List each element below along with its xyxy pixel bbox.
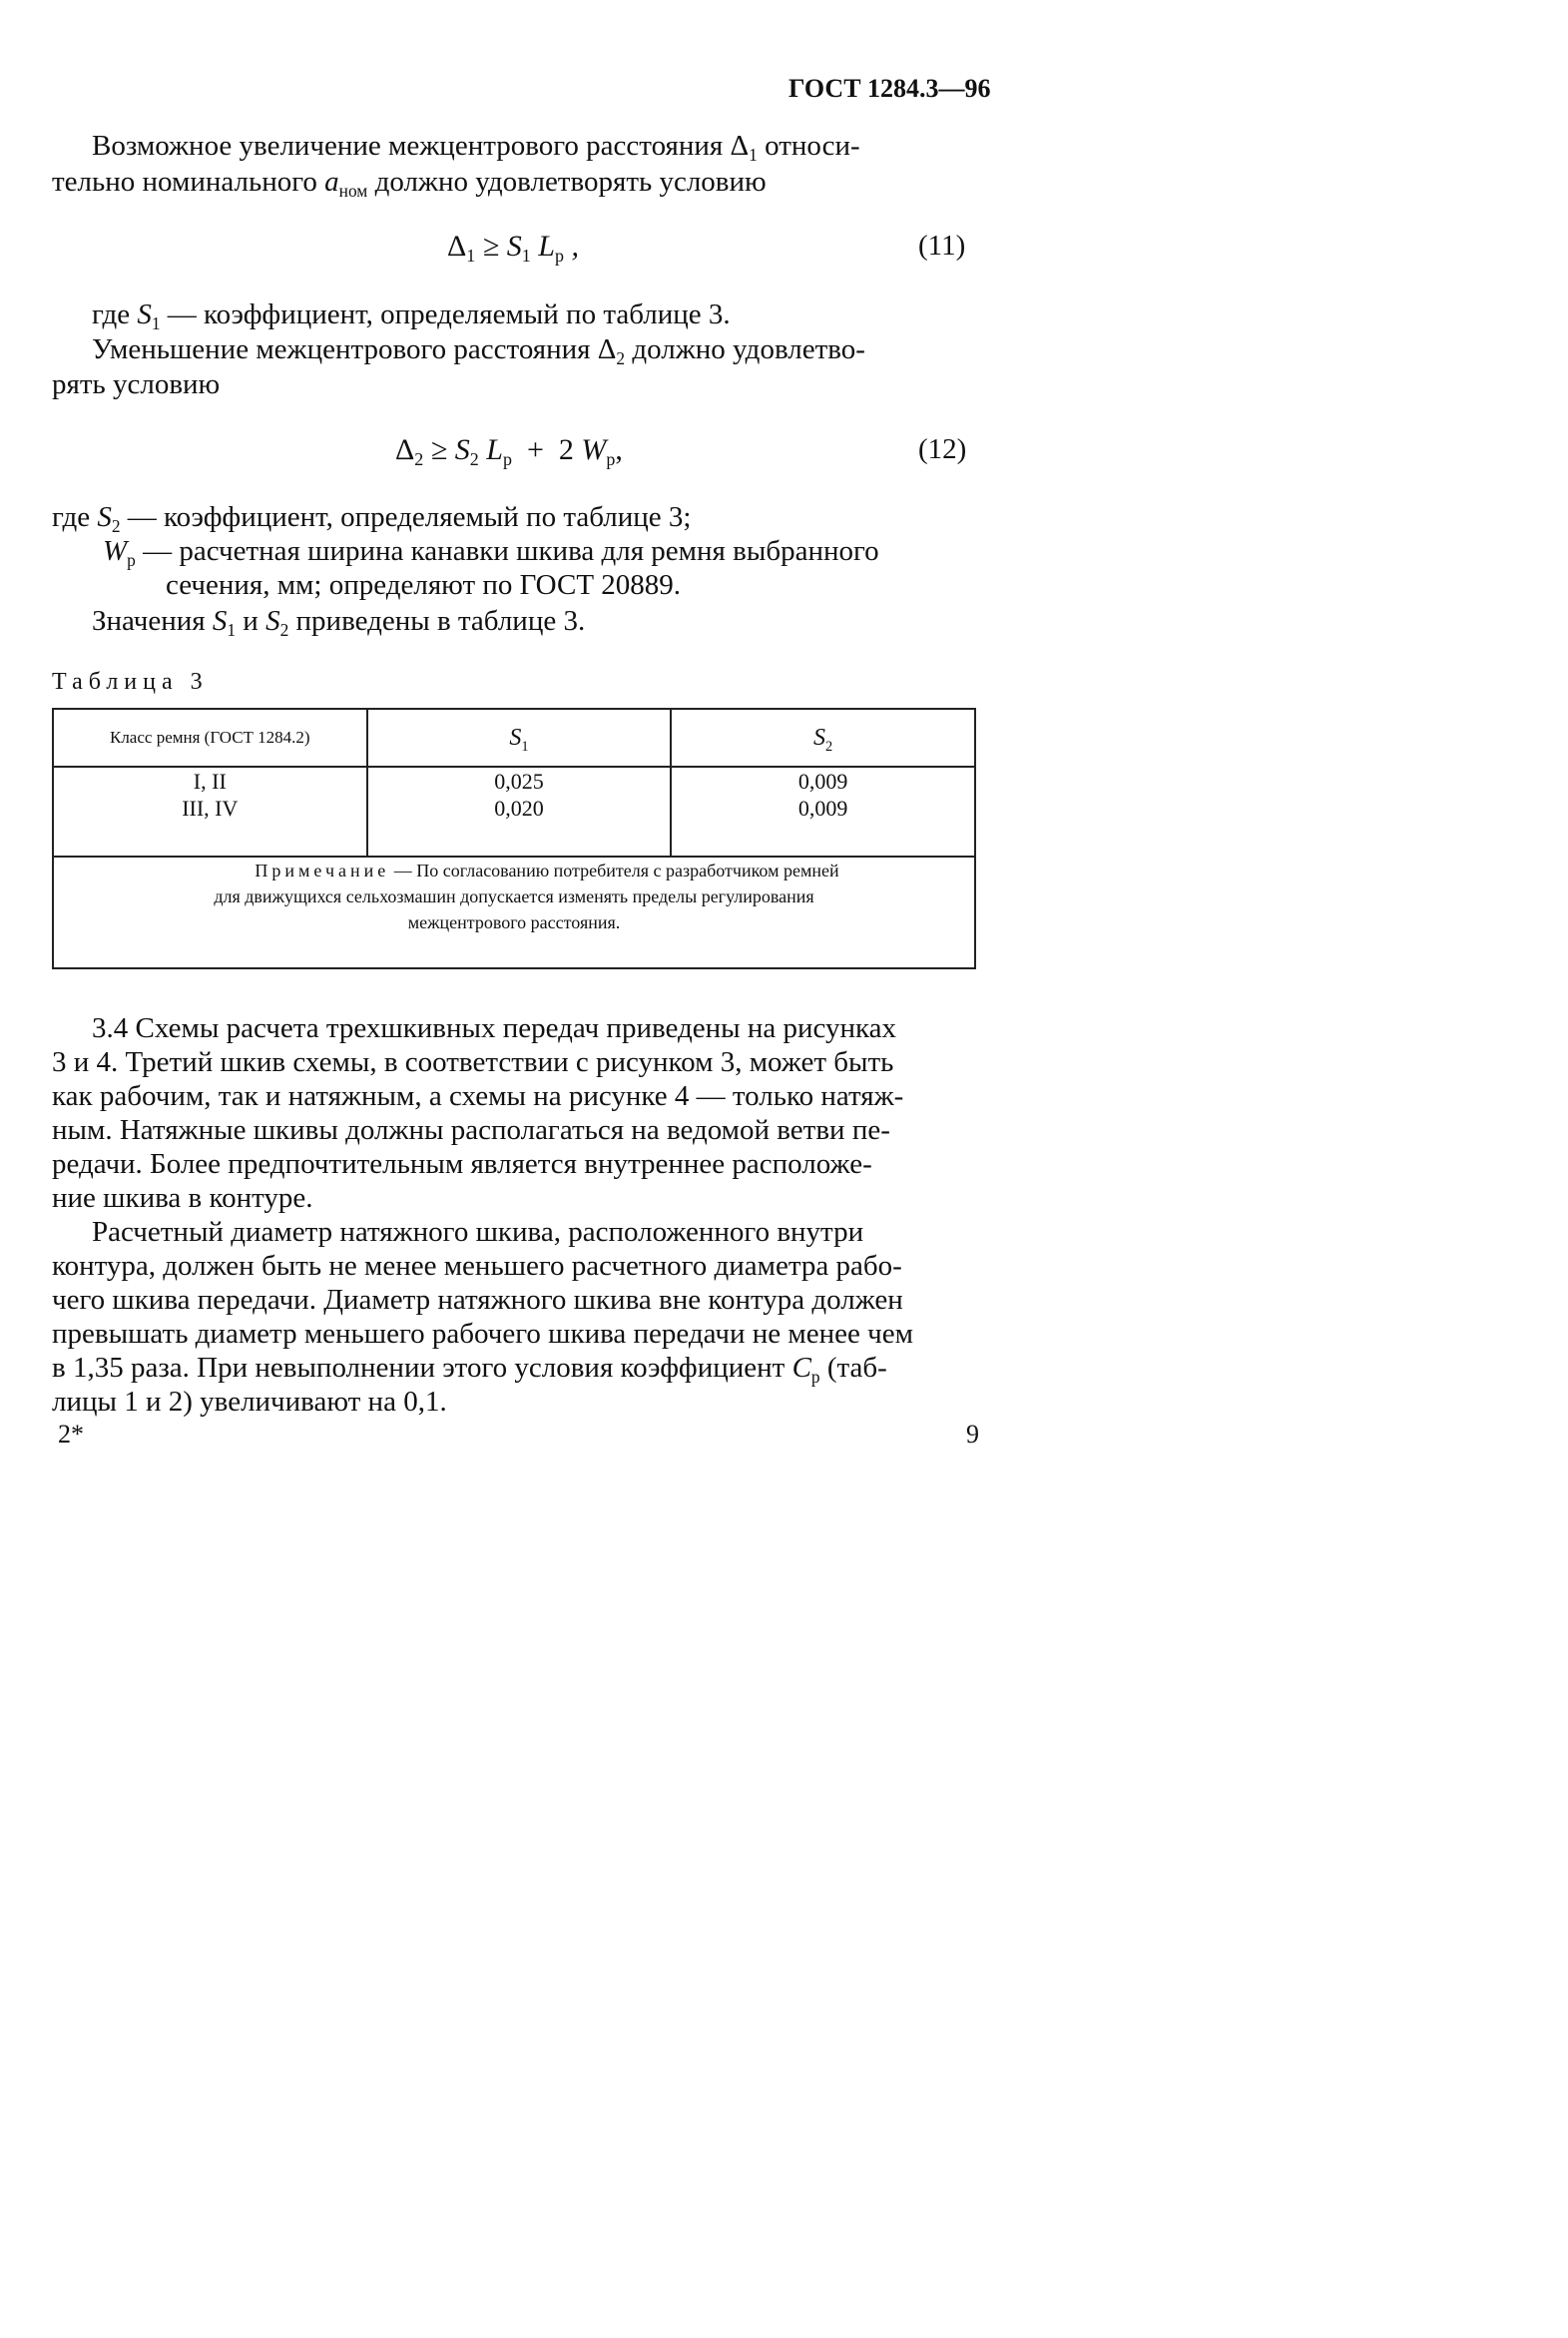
section-3-4-line-5: редачи. Более предпочтительным является внутреннее расположе-: [52, 1148, 872, 1180]
row-2-s2: 0,009: [797, 796, 848, 821]
note-line-2: для движущихся сельхозмашин допускается изменять пределы регулирования: [214, 886, 814, 906]
note-line-1: Примечание — По согласованию потребителя с разработчиком ремней: [255, 861, 839, 880]
row-1-s1: 0,025: [494, 769, 544, 794]
where-wp-line-2: сечения, мм; определяют по ГОСТ 20889.: [166, 569, 682, 601]
signature-mark: 2*: [58, 1420, 84, 1449]
formula-11: $\Delta_1 \ge S_1$ $L_р$ ,: [447, 230, 579, 266]
row-1-class: I, II: [193, 769, 227, 794]
section-3-4-line-1: 3.4 Схемы расчета трехшкивных передач приведены на рисунках: [92, 1012, 897, 1044]
where-wp-line-1: $W_р$ — расчетная ширина канавки шкива для ремня выбранного: [103, 535, 879, 570]
header-belt-class: Класс ремня (ГОСТ 1284.2): [53, 709, 367, 767]
decrease-line-1: Уменьшение межцентрового расстояния $\Delta_2$ должно удовлетво-: [92, 333, 865, 368]
document-standard-header: ГОСТ 1284.3—96: [788, 74, 991, 103]
formula-11-number: (11): [918, 230, 966, 262]
page-number: 9: [966, 1420, 979, 1449]
table-data-row: [53, 767, 975, 857]
formula-12-number: (12): [918, 433, 967, 465]
where-s2-line: где $S_2$ — коэффициент, определяемый по таблице 3;: [52, 501, 692, 536]
intro-line-1: Возможное увеличение межцентрового расстояния $\Delta_1$ относи-: [92, 130, 860, 165]
where-s1-line: где $S_1$ — коэффициент, определяемый по таблице 3.: [92, 298, 731, 333]
section-3-4-line-6: ние шкива в контуре.: [52, 1182, 313, 1214]
table-3: [52, 708, 976, 969]
cell-s1: [367, 767, 672, 857]
cell-belt-class: [53, 767, 367, 857]
section-3-4-line-4: ным. Натяжные шкивы должны располагаться на ведомой ветви пе-: [52, 1114, 890, 1146]
values-line: Значения $S_1$ и $S_2$ приведены в таблице 3.: [92, 605, 586, 640]
table-header-row: [53, 709, 975, 767]
diameter-line-4: превышать диаметр меньшего рабочего шкива передачи не менее чем: [52, 1318, 913, 1350]
header-s2: $S_2$: [671, 709, 975, 767]
section-3-4-line-2: 3 и 4. Третий шкив схемы, в соответствии с рисунком 3, может быть: [52, 1046, 894, 1078]
diameter-line-6: лицы 1 и 2) увеличивают на 0,1.: [52, 1386, 447, 1418]
intro-line-2: тельно номинального $a_{ном}$ должно удовлетворять условию: [52, 166, 767, 201]
cell-s2: [671, 767, 975, 857]
diameter-line-2: контура, должен быть не менее меньшего расчетного диаметра рабо-: [52, 1250, 902, 1282]
decrease-line-2: рять условию: [52, 368, 221, 400]
table-note-row: [53, 857, 975, 968]
table-note: [53, 857, 975, 968]
diameter-line-3: чего шкива передачи. Диаметр натяжного шкива вне контура должен: [52, 1284, 903, 1316]
diameter-line-1: Расчетный диаметр натяжного шкива, расположенного внутри: [92, 1216, 864, 1248]
header-s1: $S_1$: [367, 709, 672, 767]
row-2-class: III, IV: [182, 796, 239, 821]
row-2-s1: 0,020: [494, 796, 544, 821]
section-3-4-line-3: как рабочим, так и натяжным, а схемы на рисунке 4 — только натяж-: [52, 1080, 904, 1112]
note-line-3: межцентрового расстояния.: [407, 912, 621, 932]
formula-12: $\Delta_2 \ge S_2$ $L_р + 2$ $W_р$,: [395, 433, 623, 469]
table-caption: Таблица 3: [52, 669, 209, 695]
row-1-s2: 0,009: [797, 769, 848, 794]
diameter-line-5: в 1,35 раза. При невыполнении этого условия коэффициент $C_р$ (таб-: [52, 1352, 887, 1387]
